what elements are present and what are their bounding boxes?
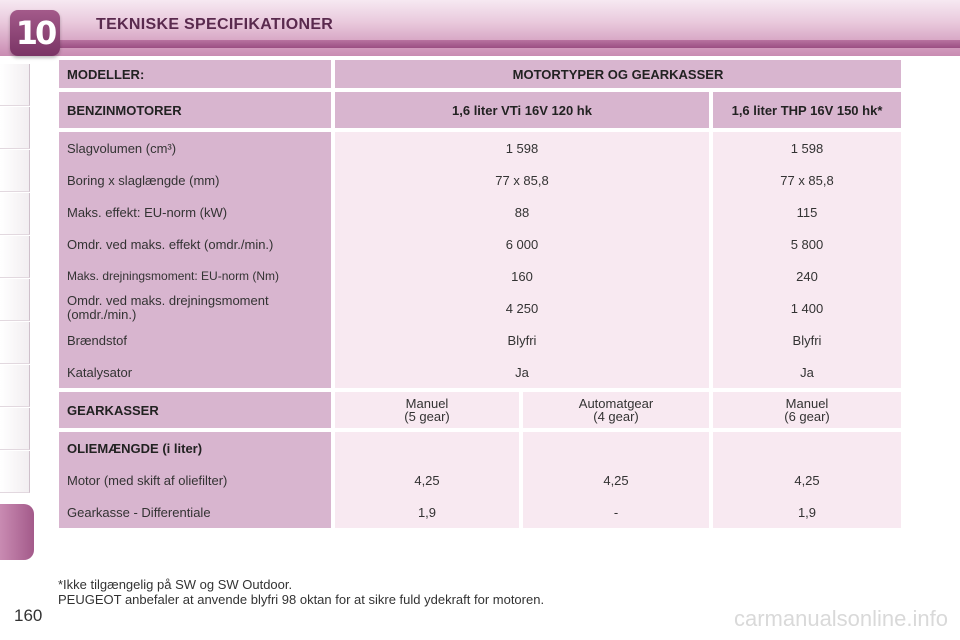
side-tab[interactable] (0, 193, 30, 235)
spec-value-engine-1: 88 (335, 196, 709, 228)
engine-types-header: MOTORTYPER OG GEARKASSER (335, 60, 901, 88)
watermark: carmanualsonline.info (733, 606, 948, 631)
engine-row (59, 92, 901, 128)
table-row (59, 132, 901, 164)
oil-value-2: 4,25 (523, 464, 709, 496)
table-row (59, 324, 901, 356)
oil-title: OLIEMÆNGDE (i liter) (59, 432, 331, 464)
models-header: MODELLER: (59, 60, 331, 88)
page-title: TEKNISKE SPECIFIKATIONER (96, 16, 334, 33)
page-number: 160 (14, 606, 43, 625)
spec-value-engine-1: 77 x 85,8 (335, 164, 709, 196)
spec-value-engine-2: 1 598 (713, 132, 901, 164)
engine-2-name: 1,6 liter THP 16V 150 hk* (713, 92, 901, 128)
oil-value-3: 1,9 (713, 496, 901, 528)
spec-value-engine-2: 1 400 (713, 292, 901, 324)
spec-value-engine-1: Ja (335, 356, 709, 388)
side-tabs (0, 64, 32, 574)
side-tab[interactable] (0, 107, 30, 149)
oil-value-1: 4,25 (335, 464, 519, 496)
side-tab[interactable] (0, 236, 30, 278)
table-row (59, 260, 901, 292)
footnote-line-2: PEUGEOT anbefaler at anvende blyfri 98 oktan for at sikre fuld ydekraft for motoren. (58, 592, 545, 607)
table-row (59, 496, 901, 528)
table-header-row (59, 60, 901, 88)
spec-label: Katalysator (59, 356, 331, 388)
table-row (59, 196, 901, 228)
spec-label: Omdr. ved maks. drejningsmoment (omdr./min.) (59, 292, 331, 324)
spec-value-engine-2: Ja (713, 356, 901, 388)
oil-value-2: - (523, 496, 709, 528)
spec-label: Slagvolumen (cm³) (59, 132, 331, 164)
gearbox-2-type: Automatgear (578, 396, 654, 411)
gearbox-label: GEARKASSER (59, 392, 331, 428)
spec-value-engine-1: Blyfri (335, 324, 709, 356)
side-tab[interactable] (0, 365, 30, 407)
gearbox-3 (713, 392, 901, 428)
table-row (59, 464, 901, 496)
oil-title-row (59, 432, 901, 464)
side-tab[interactable] (0, 279, 30, 321)
gearbox-1 (335, 392, 519, 428)
table-row (59, 356, 901, 388)
spec-value-engine-2: 115 (713, 196, 901, 228)
gearbox-1-gears: (5 gear) (404, 409, 450, 424)
engine-1-name: 1,6 liter VTi 16V 120 hk (335, 92, 709, 128)
gearbox-2 (523, 392, 709, 428)
gearbox-2-gears: (4 gear) (593, 409, 639, 424)
side-tab[interactable] (0, 322, 30, 364)
spec-value-engine-1: 160 (335, 260, 709, 292)
footnote (58, 577, 544, 607)
side-tab[interactable] (0, 408, 30, 450)
spec-table (55, 60, 905, 528)
spec-value-engine-2: Blyfri (713, 324, 901, 356)
oil-value-3: 4,25 (713, 464, 901, 496)
side-tab[interactable] (0, 150, 30, 192)
table-row (59, 164, 901, 196)
table-row (59, 228, 901, 260)
side-tab[interactable] (0, 451, 30, 493)
oil-label: Gearkasse - Differentiale (59, 496, 331, 528)
oil-value-1: 1,9 (335, 496, 519, 528)
spec-label: Boring x slaglængde (mm) (59, 164, 331, 196)
gearbox-1-type: Manuel (405, 396, 449, 411)
spec-value-engine-1: 6 000 (335, 228, 709, 260)
gearbox-row (59, 392, 901, 428)
spec-value-engine-2: 5 800 (713, 228, 901, 260)
petrol-engines-label: BENZINMOTORER (59, 92, 331, 128)
spec-value-engine-1: 1 598 (335, 132, 709, 164)
side-tab[interactable] (0, 64, 30, 106)
chapter-badge: 10 (10, 10, 60, 56)
footnote-line-1: *Ikke tilgængelig på SW og SW Outdoor. (58, 577, 293, 592)
oil-label: Motor (med skift af oliefilter) (59, 464, 331, 496)
spec-label: Maks. effekt: EU-norm (kW) (59, 196, 331, 228)
gearbox-3-type: Manuel (785, 396, 829, 411)
spec-value-engine-2: 77 x 85,8 (713, 164, 901, 196)
spec-value-engine-2: 240 (713, 260, 901, 292)
spec-value-engine-1: 4 250 (335, 292, 709, 324)
side-tab-active[interactable] (0, 504, 34, 560)
spec-label: Omdr. ved maks. effekt (omdr./min.) (59, 228, 331, 260)
table-row (59, 292, 901, 324)
gearbox-3-gears: (6 gear) (784, 409, 830, 424)
spec-label: Brændstof (59, 324, 331, 356)
spec-label: Maks. drejningsmoment: EU-norm (Nm) (59, 260, 331, 292)
